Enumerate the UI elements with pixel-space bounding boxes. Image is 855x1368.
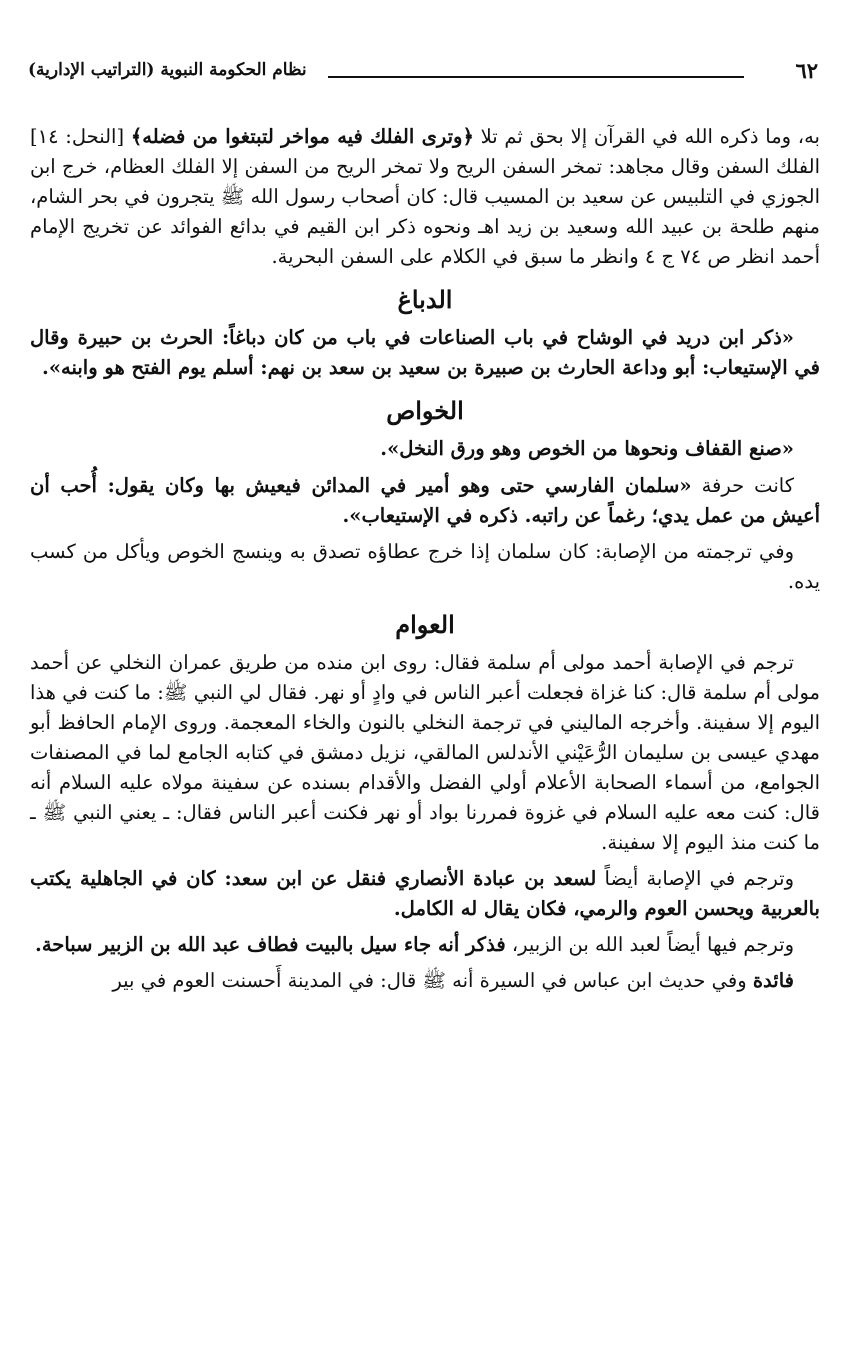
faida-text: وفي حديث ابن عباس في السيرة أنه ﷺ قال: في المدينة أَحسنت العوم في بير — [112, 968, 753, 992]
page-body — [30, 122, 820, 1002]
khawwas-salman-lead: كانت حرفة — [691, 473, 794, 497]
awwam-saad-lead: وترجم في الإصابة أيضاً — [596, 866, 794, 890]
awwam-saad-paragraph — [30, 864, 820, 924]
header-rule — [328, 76, 744, 78]
page-number: ٦٢ — [795, 58, 818, 83]
khawwas-isaba-paragraph: وفي ترجمته من الإصابة: كان سلمان إذا خرج عطاؤه تصدق به وينسج الخوص ويأكل من كسب يده. — [30, 539, 820, 593]
awwam-faida-paragraph — [30, 966, 820, 996]
khawwas-salman-quote: «سلمان الفارسي حتى وهو أمير في المدائن فيعيش بها وكان يقول: أُحب أن أعيش من عمل يدي؛ رغماً عن راتبه. ذكره في الإستيعاب». — [30, 473, 820, 527]
section-heading-dabbagh: الدباغ — [397, 285, 453, 315]
intro-text-start: به، وما ذكره الله في القرآن إلا بحق ثم تلا — [473, 125, 820, 148]
faida-label: فائدة — [752, 968, 794, 992]
section-heading-awwam: العوام — [395, 609, 455, 639]
running-header — [28, 58, 818, 92]
khawwas-definition: «صنع القفاف ونحوها من الخوص وهو ورق النخل». — [380, 437, 794, 461]
awwam-saad-quote: لسعد بن عبادة الأنصاري فنقل عن ابن سعد: كان في الجاهلية يكتب بالعربية ويحسن العوم والرمي، فكان يقال له الكامل. — [30, 866, 820, 920]
intro-paragraph — [30, 122, 820, 272]
awwam-zubair-lead: وترجم فيها أيضاً لعبد الله بن الزبير، — [505, 932, 794, 956]
running-header-title: نظام الحكومة النبوية (التراتيب الإدارية) — [28, 60, 307, 80]
awwam-safina-paragraph: ترجم في الإصابة أحمد مولى أم سلمة فقال: روى ابن منده من طريق عمران النخلي عن أحمد مولى أم سلمة قال: كنا غزاة فجعلت أعبر الناس في وادٍ أو نهر. فقال لي النبي ﷺ: ما كنت في هذا اليوم إلا سفينة. وأخرجه الماليني في ترجمة النخلي بالنون والخاء المعجمة. وروى الإمام الحافظ أبو مهدي عيسى بن سليمان الرُّعَيْني الأندلس المالقي، نزيل دمشق في كتابه الجامع لما في المصنفات الجوامع، من أسماء الصحابة الأعلام أولي الفضل والأقدام بسنده عن سفينة مولاه عليه السلام أنه قال: كنت معه عليه السلام في غزوة فمررنا بواد أو نهر فكنت أعبر الناس فقال: ـ يعني النبي ﷺ ـ ما كنت منذ اليوم إلا سفينة. — [30, 650, 820, 854]
dabbagh-paragraph: «ذكر ابن دريد في الوشاح في باب الصناعات في باب من كان دباغاً: الحرث بن حبيرة وقال في الإستيعاب: أبو وداعة الحارث بن صبيرة بن سعيد بن سعد بن نهم: أسلم يوم الفتح هو وابنه». — [30, 326, 820, 380]
intro-text-rest: [النحل: ١٤] الفلك السفن وقال مجاهد: تمخر السفن الريح ولا تمخر الريح من السفن إلا الفلك العظام، خرج ابن الجوزي في التلبيس عن سعيد بن المسيب قال: كان أصحاب رسول الله ﷺ يتجرون في بحر الشام، منهم طلحة بن عبيد الله وسعيد بن زيد اهـ ونحوه ذكر ابن القيم في بدائع الفوائد عن تخريج الإمام أحمد انظر ص ٧٤ ج ٤ وانظر ما سبق في الكلام على السفن البحرية. — [30, 125, 820, 269]
awwam-zubair-paragraph — [30, 930, 820, 960]
khawwas-salman-paragraph — [30, 471, 820, 531]
quran-quote: ﴿وترى الفلك فيه مواخر لتبتغوا من فضله﴾ — [130, 125, 474, 148]
awwam-zubair-quote: فذكر أنه جاء سيل بالبيت فطاف عبد الله بن الزبير سباحة. — [35, 932, 506, 956]
section-heading-khawwas: الخواص — [386, 396, 464, 426]
